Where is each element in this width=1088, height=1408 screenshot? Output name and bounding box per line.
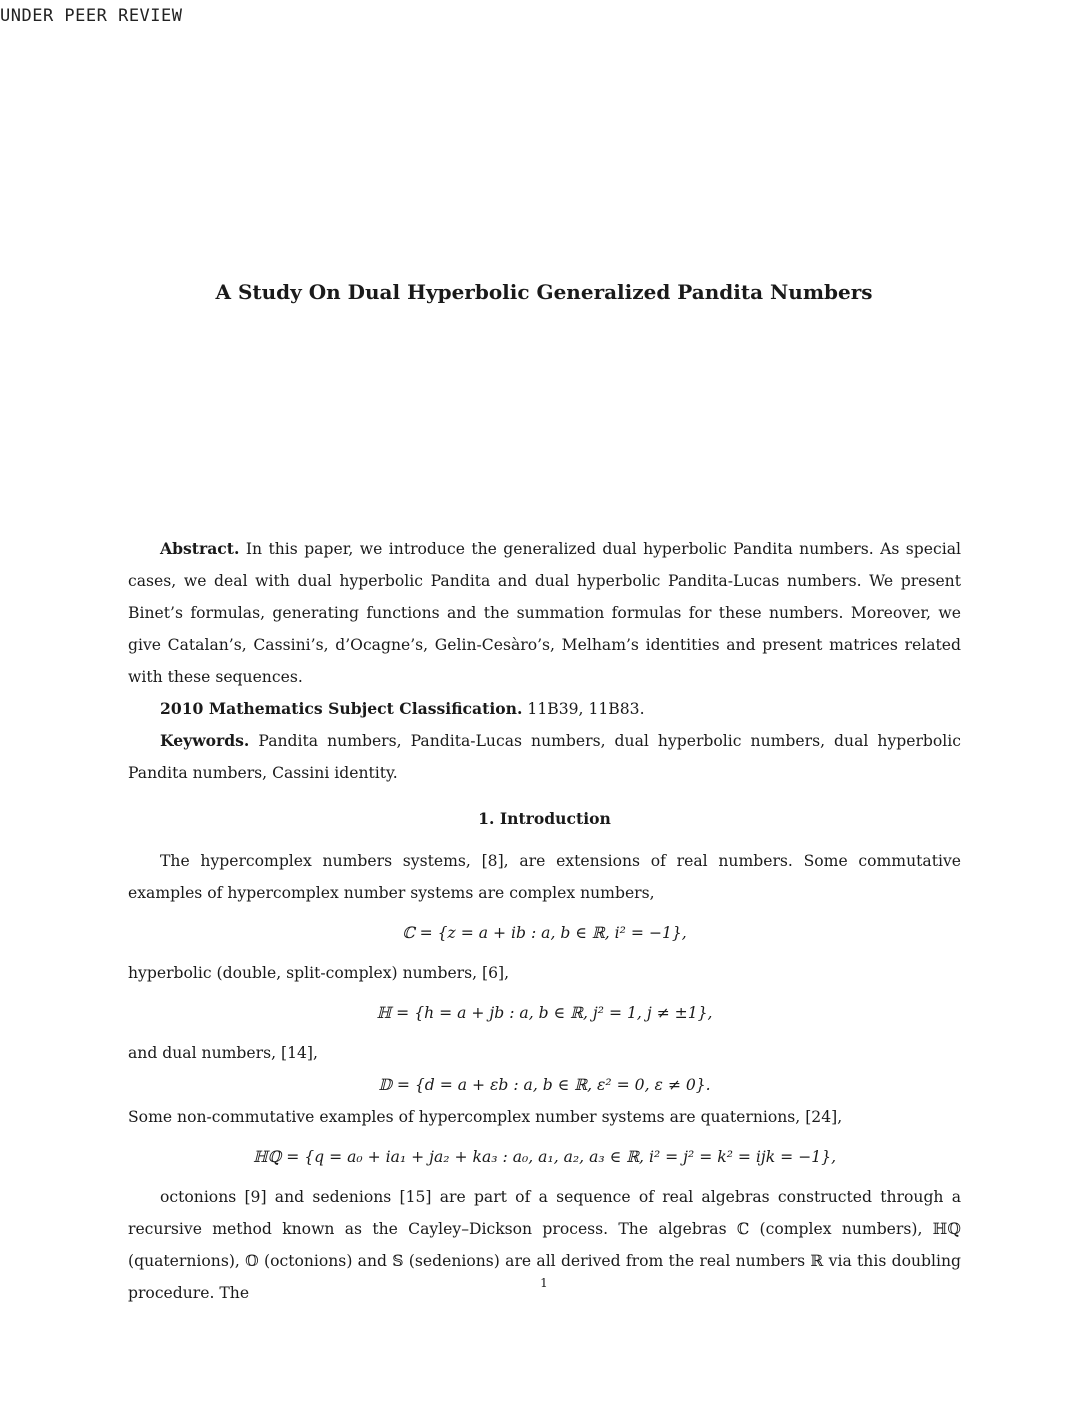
peer-review-watermark: UNDER PEER REVIEW [0, 6, 183, 26]
intro-paragraph-3: and dual numbers, [14], [128, 1044, 318, 1062]
equation-dual-numbers: 𝔻 = {d = a + εb : a, b ∈ ℝ, ε² = 0, ε ≠ 0}. [378, 1076, 711, 1094]
msc-text: 11B39, 11B83. [527, 700, 645, 718]
equation-complex-numbers: ℂ = {z = a + ib : a, b ∈ ℝ, i² = −1}, [402, 924, 687, 942]
abstract-label: Abstract. [160, 539, 240, 558]
intro-paragraph-4: Some non-commutative examples of hypercomplex number systems are quaternions, [24], [128, 1108, 843, 1126]
section-heading-introduction: 1. Introduction [478, 809, 611, 828]
intro-paragraph-5: octonions [9] and sedenions [15] are part of a sequence of real algebras constructed through a recursive method known as the Cayley–Dickson process. The algebras ℂ (complex numbers), ℍℚ (quaternions), 𝕆 (octonions) and 𝕊 (sedenions) are all derived from the real numbers ℝ via this doubling procedure. The [128, 1188, 961, 1302]
msc-paragraph [128, 693, 961, 725]
abstract-text: In this paper, we introduce the generalized dual hyperbolic Pandita numbers. As special cases, we deal with dual hyperbolic Pandita and dual hyperbolic Pandita-Lucas numbers. We present Binet’s formulas, generating functions and the summation formulas for these numbers. Moreover, we give Catalan’s, Cassini’s, d’Ocagne’s, Gelin-Cesàro’s, Melham’s identities and present matrices related with these sequences. [128, 540, 961, 686]
equation-quaternions: ℍℚ = {q = a₀ + ia₁ + ja₂ + ka₃ : a₀, a₁, a₂, a₃ ∈ ℝ, i² = j² = k² = ijk = −1}, [252, 1148, 837, 1166]
paper-title: A Study On Dual Hyperbolic Generalized Pandita Numbers [215, 280, 873, 304]
keywords-label: Keywords. [160, 731, 250, 750]
abstract-paragraph [128, 533, 961, 693]
keywords-text: Pandita numbers, Pandita-Lucas numbers, dual hyperbolic numbers, dual hyperbolic Pandita numbers, Cassini identity. [128, 732, 961, 782]
intro-paragraph-2: hyperbolic (double, split-complex) numbers, [6], [128, 964, 510, 982]
page-number: 1 [540, 1276, 548, 1290]
intro-paragraph-1: The hypercomplex numbers systems, [8], are extensions of real numbers. Some commutative examples of hypercomplex number systems are complex numbers, [128, 852, 961, 902]
keywords-paragraph [128, 725, 961, 789]
msc-label: 2010 Mathematics Subject Classification. [160, 699, 523, 718]
equation-hyperbolic-numbers: ℍ = {h = a + jb : a, b ∈ ℝ, j² = 1, j ≠ ±1}, [376, 1004, 713, 1022]
main-body [128, 533, 961, 1309]
